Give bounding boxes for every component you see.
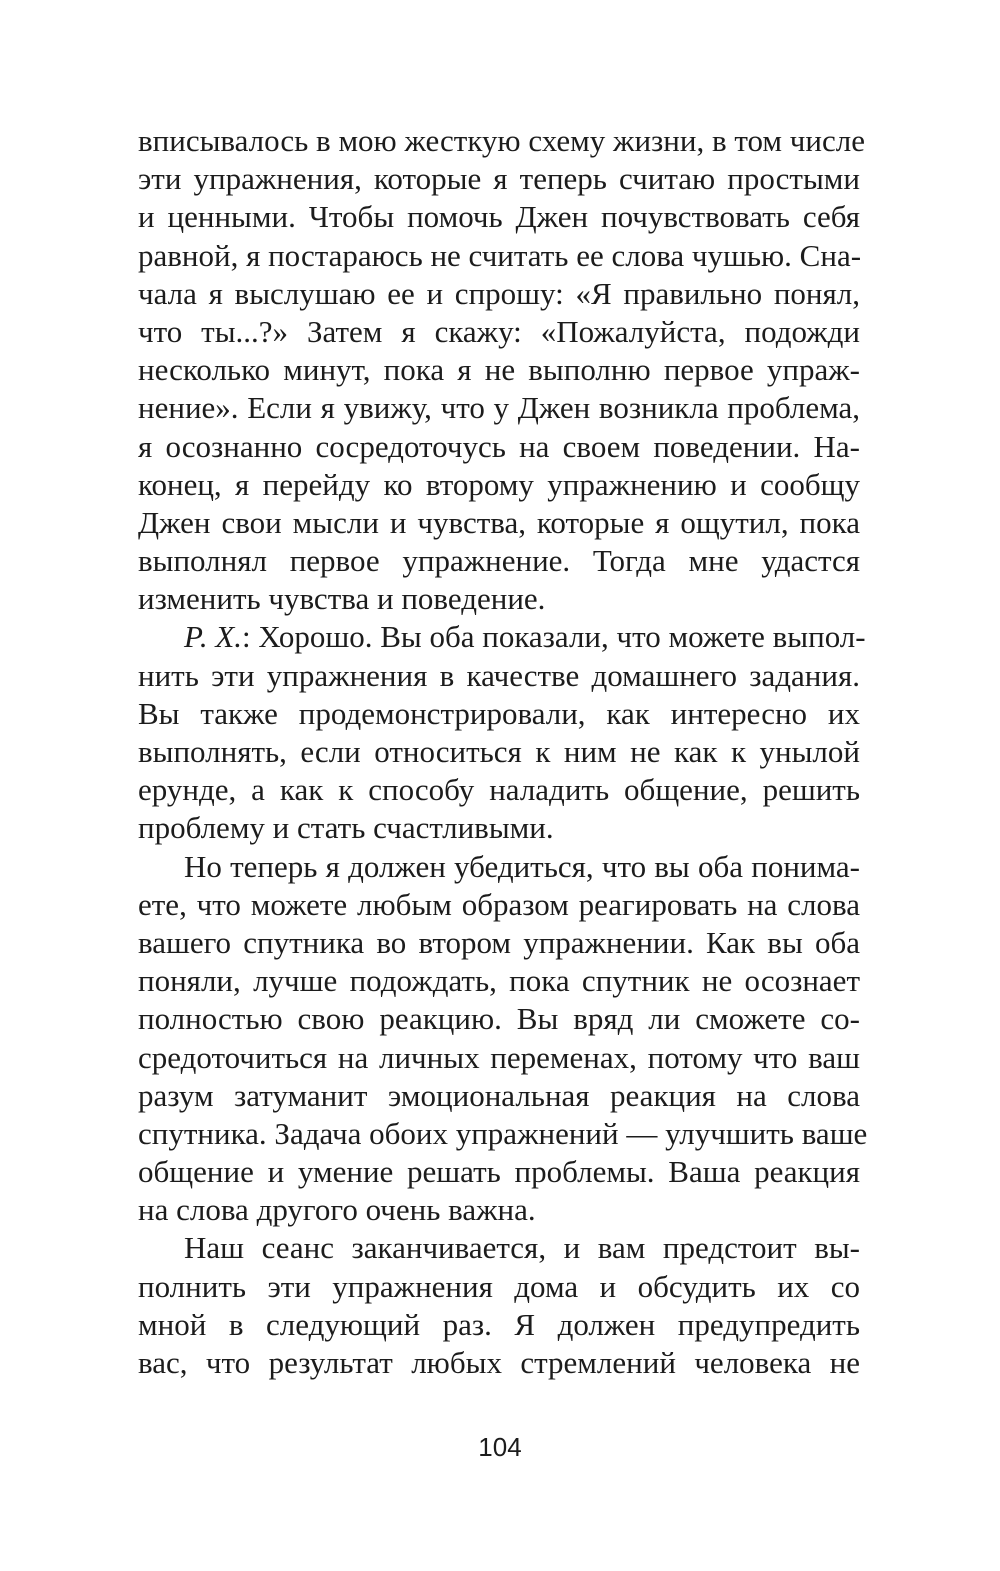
text-line: выполнять, если относиться к ним не как к унылой xyxy=(138,734,860,769)
speaker-name: Р. Х. xyxy=(184,619,243,655)
text-line: разум затуманит эмоциональная реакция на слова xyxy=(138,1077,860,1113)
text-line: Наш сеанс заканчивается, и вам предстоит вы- xyxy=(184,1230,860,1266)
text-line: равной, я постараюсь не считать ее слова чушью. Сна- xyxy=(138,237,862,273)
text-line: полностью свою реакцию. Вы вряд ли сможете со- xyxy=(138,1001,860,1037)
text-line: что ты...?» Затем я скажу: «Пожалуйста, подожди xyxy=(138,313,860,349)
text-line: Но теперь я должен убедиться, что вы оба понима- xyxy=(184,848,860,884)
text-line: вас, что результат любых стремлений человека не xyxy=(138,1345,860,1380)
text-line: проблему и стать счастливыми. xyxy=(138,810,554,846)
text-line: ете, что можете любым образом реагировать на слова xyxy=(138,886,860,922)
page-number: 104 xyxy=(478,1432,522,1462)
text-line: поняли, лучше подождать, пока спутник не осознает xyxy=(138,963,860,999)
speaker-line xyxy=(138,618,866,656)
text-line: и ценными. Чтобы помочь Джен почувствовать себя xyxy=(138,199,860,235)
text-line: нить эти упражнения в качестве домашнего задания. xyxy=(138,657,860,693)
text-line: несколько минут, пока я не выполню первое упраж- xyxy=(138,352,860,388)
text-line: выполнял первое упражнение. Тогда мне удастся xyxy=(138,543,860,579)
text-line: эти упражнения, которые я теперь считаю простыми xyxy=(138,161,860,197)
body-text xyxy=(138,122,868,1382)
text-line: конец, я перейду ко второму упражнению и сообщу xyxy=(138,466,860,502)
text-line: я осознанно сосредоточусь на своем поведении. На- xyxy=(138,428,860,464)
text-line: Вы также продемонстрировали, как интересно их xyxy=(138,695,860,731)
text-line: чала я выслушаю ее и спрошу: «Я правильно понял, xyxy=(138,275,860,311)
text-line: на слова другого очень важна. xyxy=(138,1192,536,1228)
text-line: спутника. Задача обоих упражнений — улучшить ваше xyxy=(138,1115,868,1151)
text-line: нение». Если я увижу, что у Джен возникла проблема, xyxy=(138,390,860,426)
text-line: ерунде, а как к способу наладить общение, решить xyxy=(138,772,860,808)
text-line: вашего спутника во втором упражнении. Как вы оба xyxy=(138,924,860,960)
text-line: общение и умение решать проблемы. Ваша реакция xyxy=(138,1154,860,1190)
text-line: полнить эти упражнения дома и обсудить их со xyxy=(138,1268,860,1304)
text-line: вписывалось в мою жесткую схему жизни, в том числе xyxy=(138,123,865,158)
text-line: изменить чувства и поведение. xyxy=(138,581,546,617)
speaker-line-text: : Хорошо. Вы оба показали, что можете выпол- xyxy=(242,619,866,655)
text-line: Джен свои мысли и чувства, которые я ощутил, пока xyxy=(138,504,860,540)
text-line: мной в следующий раз. Я должен предупредить xyxy=(138,1306,860,1342)
text-line: средоточиться на личных переменах, потому что ваш xyxy=(138,1039,860,1075)
